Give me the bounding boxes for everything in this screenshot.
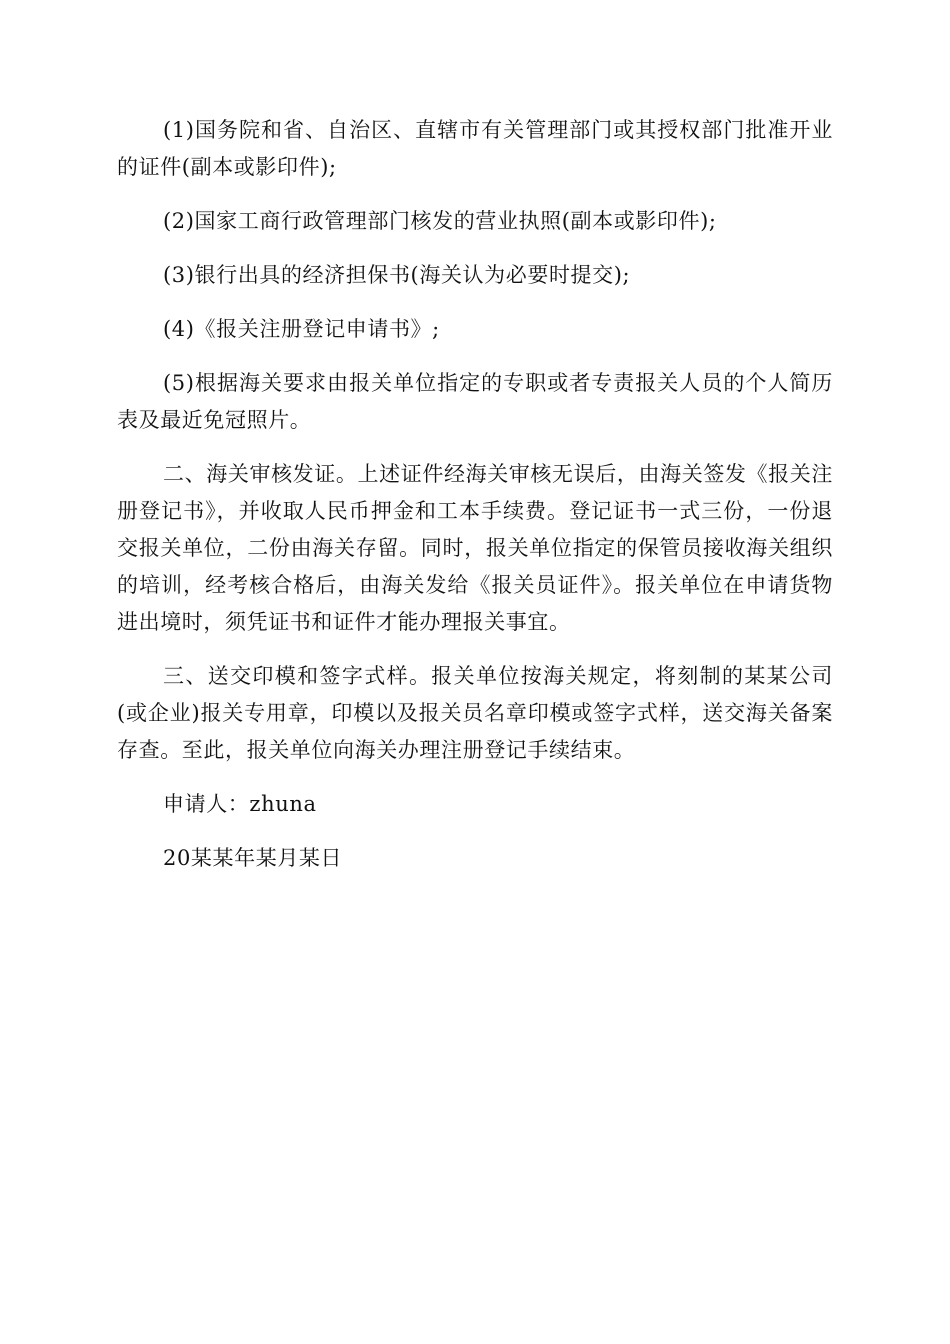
paragraph-item-5: (5)根据海关要求由报关单位指定的专职或者专责报关人员的个人简历表及最近免冠照片。 [117, 371, 833, 432]
paragraph-item-1: (1)国务院和省、自治区、直辖市有关管理部门或其授权部门批准开业的证件(副本或影印件); [117, 118, 833, 179]
paragraph-section-seal: 三、送交印模和签字式样。报关单位按海关规定，将刻制的某某公司(或企业)报关专用章，印模以及报关员名章印模或签字式样，送交海关备案存查。至此，报关单位向海关办理注册登记手续结束。 [117, 664, 833, 762]
paragraph-item-2: (2)国家工商行政管理部门核发的营业执照(副本或影印件); [163, 209, 717, 233]
paragraph-item-4: (4)《报关注册登记申请书》; [163, 317, 440, 341]
document-body [117, 112, 833, 894]
date-line: 20某某年某月某日 [163, 846, 343, 870]
applicant-line: 申请人：zhuna [163, 792, 317, 816]
paragraph-section-review: 二、海关审核发证。上述证件经海关审核无误后，由海关签发《报关注册登记书》，并收取人民币押金和工本手续费。登记证书一式三份，一份退交报关单位，二份由海关存留。同时，报关单位指定的保管员接收海关组织的培训，经考核合格后，由海关发给《报关员证件》。报关单位在申请货物进出境时，须凭证书和证件才能办理报关事宜。 [117, 462, 833, 634]
paragraph-item-3: (3)银行出具的经济担保书(海关认为必要时提交); [163, 263, 631, 287]
